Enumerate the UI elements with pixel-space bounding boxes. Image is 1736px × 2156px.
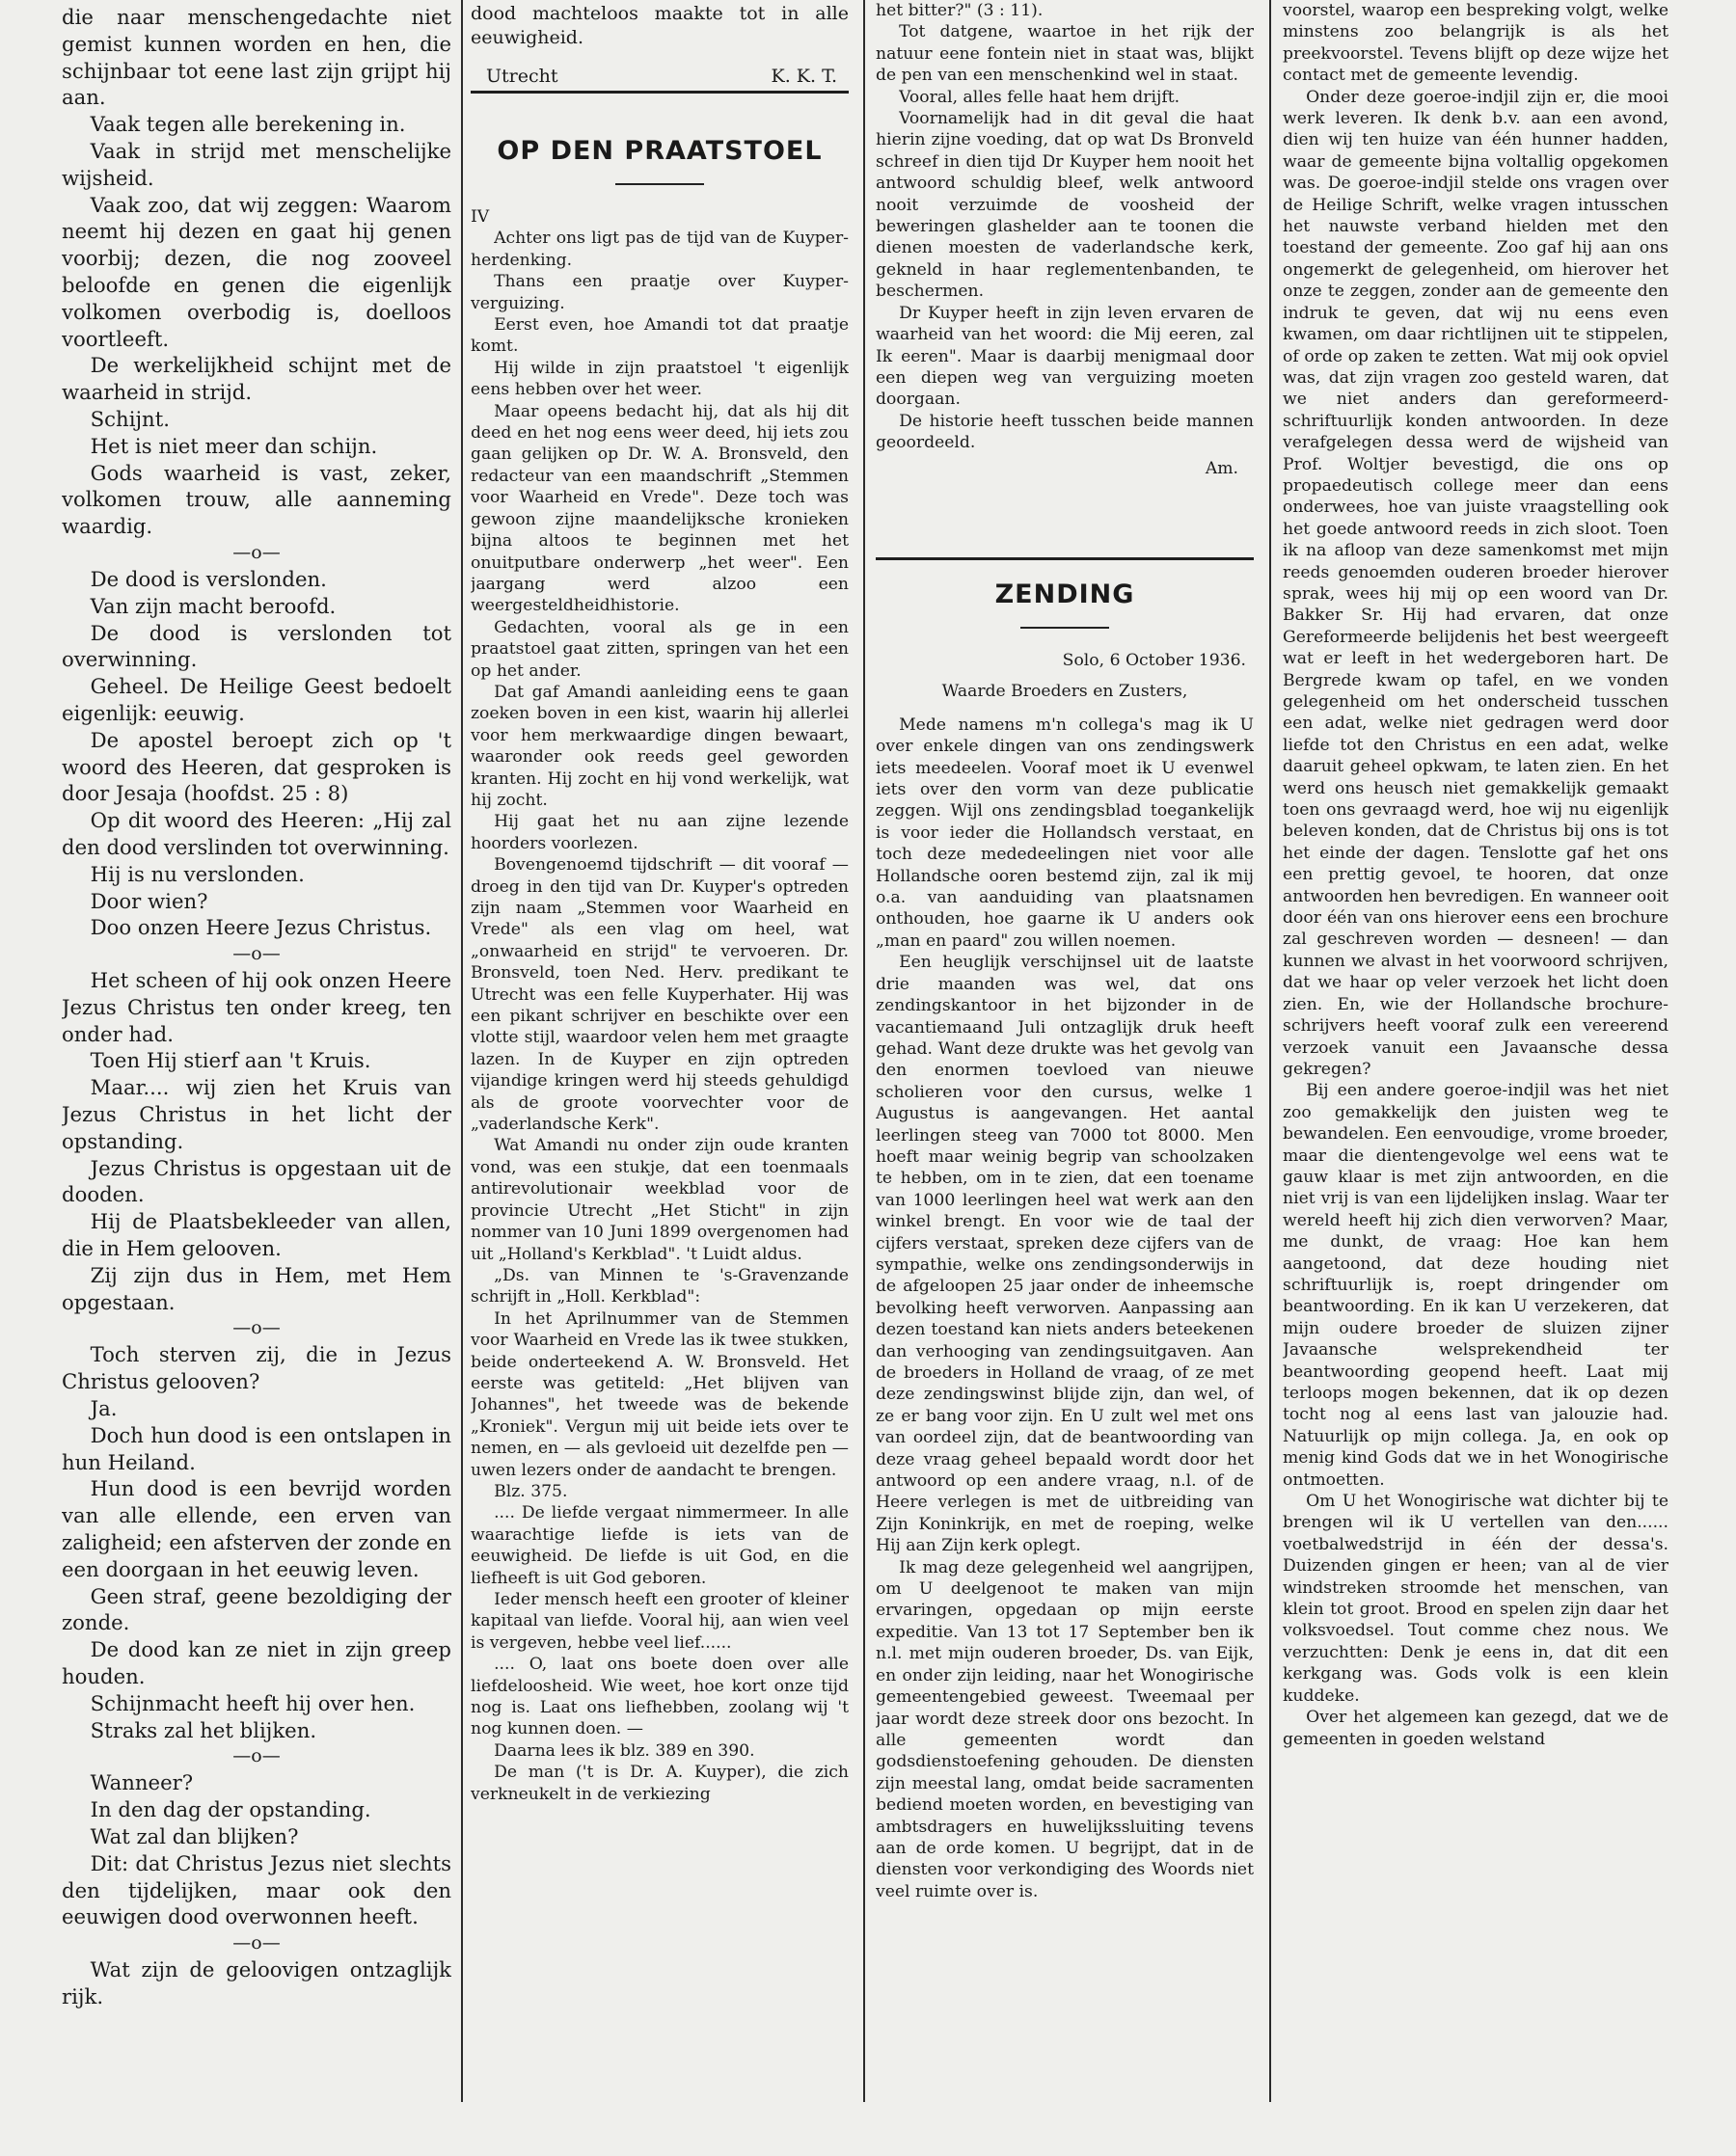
paragraph: Hij de Plaatsbekleeder van allen, die in Hem gelooven. [62, 1209, 451, 1261]
paragraph: dood machteloos maakte tot in alle eeuwigheid. [471, 3, 849, 48]
paragraph: Hun dood is een bevrijd worden van alle ellende, een erven van zaligheid; een afsterven der zonde en een doorgaan in het eeuwig leven. [62, 1476, 451, 1581]
paragraph: Wat zal dan blijken? [90, 1824, 299, 1848]
paragraph: Geen straf, geene bezoldiging der zonde. [62, 1583, 451, 1635]
paragraph: De apostel beroept zich op 't woord des Heeren, dat gesproken is door Jesaja (hoofdst. 25 : 8) [62, 727, 451, 806]
paragraph: Hij is nu verslonden. [90, 861, 305, 886]
column-3 [876, 0, 1254, 479]
paragraph: Gedachten, vooral als ge in een praatstoel gaat zitten, springen van het een op het ander. [471, 617, 849, 681]
paragraph: .... De liefde vergaat nimmermeer. In alle waarachtige liefde is iets van de eeuwigheid. De liefde is uit God, en die liefheeft is uit God geboren. [471, 1503, 849, 1588]
paragraph: het bitter?" (3 : 11). [876, 1, 1044, 20]
paragraph: De dood kan ze niet in zijn greep houden. [62, 1637, 451, 1689]
column-1 [62, 4, 451, 2010]
paragraph: Gods waarheid is vast, zeker, volkomen trouw, alle aanneming waardig. [62, 460, 451, 539]
paragraph: Wat Amandi nu onder zijn oude kranten vond, was een stukje, dat een toenmaals antirevolutionair weekblad voor de provincie Utrecht „Het Sticht" in zijn nommer van 10 Juni 1899 overgenomen had uit „Holland's Kerkblad". 't Luidt aldus. [471, 1136, 849, 1264]
paragraph: Vaak tegen alle berekening in. [90, 112, 406, 137]
paragraph: Voornamelijk had in dit geval die haat hierin zijne voeding, dat op wat Ds Bronveld schreef in dien tijd Dr Kuyper hem nooit het antwoord schuldig bleef, welk antwoord nooit verzuimde de voosheid der beweringen glashelder aan te toonen die dienen moesten de vaderlandsche kerk, gekneld in haar reglementenbanden, te beschermen. [876, 109, 1254, 302]
paragraph: Vaak zoo, dat wij zeggen: Waarom neemt hij dezen en gaat hij genen voorbij; dezen, die nog zooveel beloofde en genen die eigenlijk volkomen overbodig is, doelloos voortleeft. [62, 192, 451, 351]
paragraph: Doo onzen Heere Jezus Christus. [90, 915, 432, 940]
paragraph: De man ('t is Dr. A. Kuyper), die zich verkneukelt in de verkiezing [471, 1763, 849, 1804]
paragraph: Doch hun dood is een ontslapen in hun Heiland. [62, 1422, 451, 1474]
column-4 [1283, 0, 1668, 1750]
paragraph: In den dag der opstanding. [90, 1797, 371, 1822]
paragraph: voorstel, waarop een bespreking volgt, welke minstens zoo belangrijk is als het preekvoorstel. Tevens blijft op deze wijze het contact met de gemeente levendig. [1283, 1, 1668, 86]
column-rule [461, 0, 463, 2102]
paragraph: Ieder mensch heeft een grooter of kleiner kapitaal van liefde. Vooral hij, aan wien veel is vergeven, hebbe veel lief...... [471, 1590, 849, 1653]
paragraph: „Ds. van Minnen te 's-Gravenzande schrijft in „Holl. Kerkblad": [471, 1265, 849, 1307]
column-2 [471, 2, 849, 89]
paragraph: Mede namens m'n collega's mag ik U over enkele dingen van ons zendingswerk iets meedeelen. Vooraf moet ik U evenwel iets over den vorm van deze publicatie zeggen. Wijl ons zendingsblad toegankelijk is voor ieder die Hollandsch verstaat, en toch deze mededeelingen niet voor alle Hollandsche ooren bestemd zijn, zal ik mij o.a. van aanduiding van plaatsnamen onthouden, hoe gaarne ik U anders ook „man en paard" zou willen noemen. [876, 714, 1254, 951]
paragraph: Het scheen of hij ook onzen Heere Jezus Christus ten onder kreeg, ten onder had. [62, 968, 451, 1046]
paragraph: Daarna lees ik blz. 389 en 390. [494, 1740, 755, 1761]
paragraph: Tot datgene, waartoe in het rijk der natuur eene fontein niet in staat was, blijkt de pen van een menschenkind wel in staat. [876, 22, 1254, 86]
article-signature: Am. [1205, 458, 1238, 478]
paragraph: .... O, laat ons boete doen over alle liefdeloosheid. Wie weet, hoe kort onze tijd nog is. Laat ons liefhebben, zoolang wij 't nog kunnen doen. — [471, 1655, 849, 1739]
section-separator: —o— [232, 541, 281, 563]
paragraph: Zij zijn dus in Hem, met Hem opgestaan. [62, 1262, 451, 1314]
section-rule [471, 91, 849, 94]
section-separator: —o— [232, 943, 281, 965]
paragraph: Wat zijn de geloovigen ontzaglijk rijk. [62, 1957, 451, 2008]
paragraph: Vaak in strijd met menschelijke wijsheid. [62, 138, 451, 190]
paragraph: Jezus Christus is opgestaan uit de dooden. [62, 1155, 451, 1207]
signature-name: K. K. T. [771, 66, 837, 87]
paragraph: Blz. 375. [494, 1481, 568, 1501]
paragraph: die naar menschengedachte niet gemist kunnen worden en hen, die schijnbaar tot eene last zijn grijpt hij aan. [62, 5, 451, 110]
paragraph: Ik mag deze gelegenheid wel aangrijpen, om U deelgenoot te maken van mijn ervaringen, opgedaan op mijn eerste expeditie. Van 13 tot 17 September ben ik n.l. met mijn ouderen broeder, Ds. van Eijk, en onder zijn leiding, naar het Wonogirische gemeentengebied geweest. Tweemaal per jaar wordt deze streek door ons bezocht. In alle gemeenten wordt dan godsdienstoefening gehouden. De diensten zijn meestal lang, omdat beide sacramenten bediend moeten worden, en bevestiging van ambtsdragers en huwelijkssluiting tevens aan de orde komen. U begrijpt, dat in de diensten voor verkondiging des Woords niet veel ruimte over is. [876, 1557, 1254, 1901]
column-rule [1269, 0, 1271, 2102]
section-separator: —o— [232, 1932, 281, 1954]
paragraph: Toch sterven zij, die in Jezus Christus gelooven? [62, 1342, 451, 1394]
paragraph: Ja. [90, 1396, 118, 1421]
paragraph: Maar.... wij zien het Kruis van Jezus Christus in het licht der opstanding. [62, 1075, 451, 1153]
dateline: Solo, 6 October 1936. [1062, 651, 1246, 670]
paragraph: Maar opeens bedacht hij, dat als hij dit deed en het nog eens weer deed, hij iets zou gaan gelijken op Dr. W. A. Bronsveld, den redacteur van een maandschrift „Stemmen voor Waarheid en Vrede". Deze toch was gewoon zijne maandelijksche kronieken bijna altoos te beginnen met het onuitputbare onderwerp „het weer". Een jaargang werd alzoo een weergesteldheidhistorie. [471, 401, 849, 616]
paragraph: Dit: dat Christus Jezus niet slechts den tijdelijken, maar ook den eeuwigen dood overwonnen heeft. [62, 1850, 451, 1929]
paragraph: Bij een andere goeroe-indjil was het niet zoo gemakkelijk den juisten weg te bewandelen. Een eenvoudige, vrome broeder, maar die dientengevolge wel eens wat te gauw klaar is met zijn antwoorden, en die niet vrij is van een lijdelijken inslag. Waar ter wereld heeft hij zich dien verworven? Maar, me dunkt, de vraag: Hoe kan hem aangetoond, dat deze houding niet schriftuurlijk is, roept dringender om beantwoording. En ik kan U verzekeren, dat mijn oudere broeder de sluizen zijner Javaansche welsprekendheid ter beantwoording geopend heeft. Laat mij terloops mogen bekennen, dat ik op dezen tocht nog al eens last van jalouzie had. Natuurlijk op mijn collega. Ja, en ook op menig kind Gods dat we in het Wonogirische ontmoetten. [1283, 1081, 1668, 1490]
paragraph: Op dit woord des Heeren: „Hij zal den dood verslinden tot overwinning. [62, 808, 451, 859]
paragraph: Onder deze goeroe-indjil zijn er, die mooi werk leveren. Ik denk b.v. aan een avond, dien wij ten huize van één hunner hadden, waar de gemeente bijna voltallig opgekomen was. De goeroe-indjil stelde ons vragen over de Heilige Schrift, welke vragen intusschen het nauwste verband hielden met den toestand der gemeente. Zoo gaf hij aan ons ongemerkt de gelegenheid, om hierover het onze te zeggen, zonder aan de gemeente den indruk te geven, dat wij nu eens even kwamen, om daar richtlijnen uit te stippelen, of orde op zaken te zetten. Wat mij ook opviel was, dat zijn vragen zoo gesteld waren, dat we niet anders dan gereformeerd-schriftuurlijk konden antwoorden. In deze verafgelegen dessa werd de wijsheid van Prof. Woltjer bevestigd, die ons op propaedeutisch college meer dan eens onderwees, hoe van juiste vraagstelling ook het goede antwoord reeds in zich sloot. Toen ik na afloop van deze samenkomst met mijn reeds genoemden ouderen broeder hierover sprak, wees hij mij op een woord van Dr. Bakker Sr. Hij had ervaren, dat onze Gereformeerde belijdenis het best weergeeft wat er leeft in het wedergeboren hart. De Bergrede kwam op tafel, en we vonden gelegenheid om het onderscheid tusschen een adat, welke niet gedragen werd door liefde tot den Christus en een adat, welke daaruit geheel opkwam, te laten zien. En het werd ons heusch niet gemakkelijk gemaakt toen ons gevraagd werd, hoe wij nu eigenlijk beleven konden, dat de Christus bij ons is tot het einde der dagen. Tenslotte gaf het ons een prettig gevoel, te hooren, dat onze antwoorden hen bevredigen. En wanneer ooit door één van ons hierover eens een brochure zal geschreven worden — desneen! — dan kunnen we alvast in het voorwoord schrijven, dat we haar op veler verzoek het licht doen zien. En, wie der Hollandsche brochure-schrijvers heeft vooraf zulk een vereerend verzoek vanuit een Javaansche dessa gekregen? [1283, 87, 1668, 1079]
paragraph: Eerst even, hoe Amandi tot dat praatje komt. [471, 315, 849, 357]
paragraph: Schijnt. [90, 406, 170, 431]
paragraph: Straks zal het blijken. [90, 1717, 317, 1742]
paragraph: De dood is verslonden. [90, 566, 327, 591]
paragraph: Toen Hij stierf aan 't Kruis. [90, 1048, 371, 1073]
paragraph: De werkelijkheid schijnt met de waarheid in strijd. [62, 353, 451, 405]
signature-line [471, 64, 849, 89]
part-number: IV [471, 207, 490, 227]
paragraph: Dat gaf Amandi aanleiding eens te gaan zoeken boven in een kist, waarin hij allerlei voor hem merkwaardige dingen bewaart, waaronder ook reeds geel geworden kranten. Hij zocht en hij vond werkelijk, wat hij zocht. [471, 682, 849, 810]
paragraph: Vooral, alles felle haat hem drijft. [899, 87, 1180, 107]
paragraph: Het is niet meer dan schijn. [90, 433, 378, 458]
paragraph: Bovengenoemd tijdschrift — dit vooraf — droeg in den tijd van Dr. Kuyper's optreden zijn naam „Stemmen voor Waarheid en Vrede" als een vlag om heel, wat „onwaarheid en strijd" te vervoeren. Dr. Bronsveld, toen Ned. Herv. predikant te Utrecht was een felle Kuyperhater. Hij was een pikant schrijver en beschikte over een vlotte stijl, waardoor velen hem met graagte lazen. In de Kuyper en zijn optreden vijandige kringen werd hij steeds gehuldigd als de groote voorvechter voor de „vaderlandsche Kerk". [471, 855, 849, 1135]
paragraph: Een heuglijk verschijnsel uit de laatste drie maanden was wel, dat ons zendingskantoor in het bijzonder in de vacantiemaand Juli ontzaglijk druk heeft gehad. Want deze drukte was het gevolg van den enormen toevloed van nieuwe scholieren voor den cursus, welke 1 Augustus is aangevangen. Het aantal leerlingen steeg van 7000 tot 8000. Men hoeft maar weinig begrip van schoolzaken te hebben, om in te zien, dat een toename van 1000 leerlingen heel wat werk aan den winkel brengt. En voor wie de taal der cijfers verstaat, spreken deze cijfers van de sympathie, welke ons zendingsonderwijs in de afgeloopen 25 jaar onder de inheemsche bevolking heeft verworven. Aanpassing aan dezen toestand kan niets anders beteekenen dan verhooging van zendingsuitgaven. Aan de broeders in Holland de vraag, of ze met deze zendingswinst blijde zijn, dan wel, of ze er bang voor zijn. En U zult wel met ons van oordeel zijn, dat de beantwoording van deze vraag geheel bepaald wordt door het antwoord op een andere vraag, n.l. of de Heere verlegen is met de uitbreiding van Zijn Koninkrijk, en met de roeping, welke Hij aan Zijn kerk oplegt. [876, 953, 1254, 1556]
column-2-article [471, 135, 849, 1805]
paragraph: Hij gaat het nu aan zijne lezende hoorders voorlezen. [471, 812, 849, 853]
paragraph: Om U het Wonogirische wat dichter bij te brengen wil ik U vertellen van den...... voetbalwedstrijd in één der dessa's. Duizenden gingen er heen; van al de vier windstreken stroomde het menschen, van klein tot groot. Brood en spelen zijn daar het volksvoedsel. Tout comme chez nous. We verzuchtten: Denk je eens in, dat dit een kerkgang was. Gods volk is een klein kuddeke. [1283, 1492, 1668, 1706]
paragraph: Geheel. De Heilige Geest bedoelt eigenlijk: eeuwig. [62, 674, 451, 725]
column-rule [863, 0, 865, 2102]
paragraph: Van zijn macht beroofd. [90, 593, 337, 618]
section-separator: —o— [232, 1317, 281, 1339]
heading-rule [615, 183, 704, 185]
paragraph: Dr Kuyper heeft in zijn leven ervaren de waarheid van het woord: die Mij eeren, zal Ik eeren". Maar is daarbij menigmaal door een diepen weg van verguizing moeten doorgaan. [876, 303, 1254, 410]
paragraph: Hij wilde in zijn praatstoel 't eigenlijk eens hebben over het weer. [471, 358, 849, 400]
salutation: Waarde Broeders en Zusters, [941, 682, 1188, 702]
paragraph: In het Aprilnummer van de Stemmen voor Waarheid en Vrede las ik twee stukken, beide onderteekend A. W. Bronsveld. Het eerste was getiteld: „Het blijven van Johannes", het tweede was de bekende „Kroniek". Vergun mij uit beide iets over te nemen, en — als gevloeid uit dezelfde pen — uwen lezers onder de aandacht te brengen. [471, 1308, 849, 1480]
paragraph: De historie heeft tusschen beide mannen geoordeeld. [876, 411, 1254, 453]
signature-place: Utrecht [486, 66, 558, 87]
section-rule [876, 557, 1254, 560]
paragraph: Achter ons ligt pas de tijd van de Kuyper-herdenking. [471, 229, 849, 270]
article-heading: ZENDING [994, 579, 1135, 609]
heading-rule [1020, 627, 1109, 629]
paragraph: Thans een praatje over Kuyper-verguizing. [471, 272, 849, 313]
paragraph: Door wien? [90, 888, 208, 913]
paragraph: De dood is verslonden tot overwinning. [62, 620, 451, 672]
paragraph: Wanneer? [90, 1770, 194, 1795]
paragraph: Schijnmacht heeft hij over hen. [90, 1690, 416, 1715]
section-separator: —o— [232, 1745, 281, 1767]
paragraph: Over het algemeen kan gezegd, dat we de gemeenten in goeden welstand [1283, 1708, 1668, 1749]
article-heading: OP DEN PRAATSTOEL [497, 136, 823, 166]
column-3-article [876, 579, 1254, 1902]
